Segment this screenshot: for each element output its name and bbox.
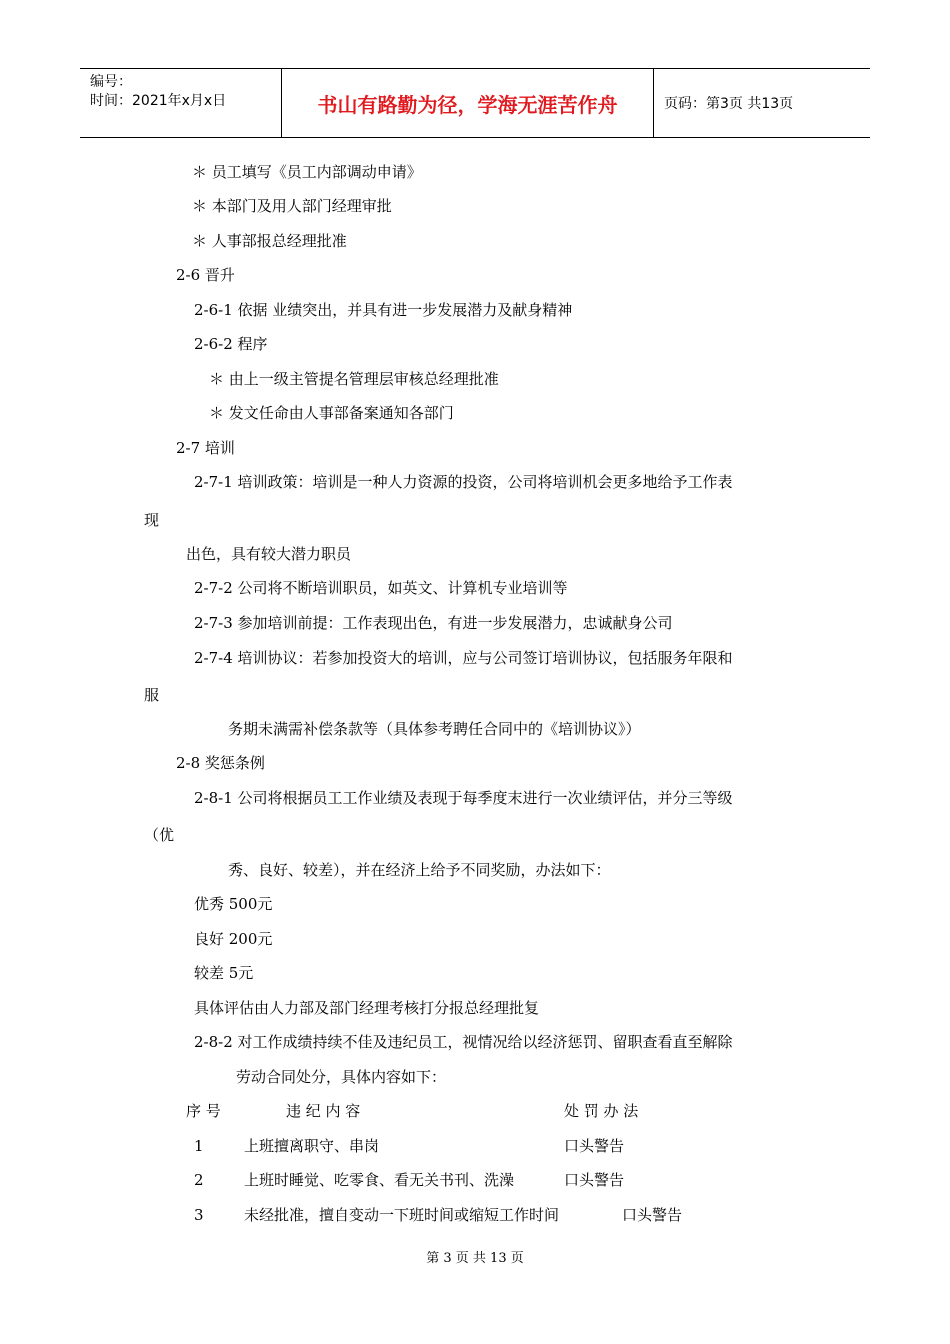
section-heading: 2-7 培训 (176, 439, 235, 457)
body-line: 2-8-1 公司将根据员工工作业绩及表现于每季度末进行一次业绩评估，并分三等级 (194, 789, 733, 807)
page-header (80, 68, 870, 138)
table-cell: 1 (194, 1137, 204, 1155)
body-line: 优秀 500元 (194, 895, 273, 913)
body-line: 2-8-2 对工作成绩持续不佳及违纪员工，视情况给以经济惩罚、留职查看直至解除 (194, 1033, 733, 1051)
body-line: 劳动合同处分，具体内容如下： (236, 1068, 447, 1086)
page-footer: 第 3 页 共 13 页 (426, 1251, 524, 1266)
table-cell: 口头警告 (564, 1171, 625, 1189)
body-line: 具体评估由人力部及部门经理考核打分报总经理批复 (194, 999, 540, 1017)
table-header-penalty: 处 罚 办 法 (564, 1102, 639, 1120)
body-line: 秀、良好、较差），并在经济上给予不同奖励，办法如下： (228, 861, 611, 879)
table-cell: 3 (194, 1206, 204, 1224)
header-page-number: 页码：第3页 共13页 (664, 96, 794, 112)
body-line: 现 (144, 511, 160, 529)
body-line: 良好 200元 (194, 930, 273, 948)
body-line: （优 (144, 826, 175, 844)
table-header-index: 序 号 (186, 1102, 221, 1120)
body-line: ＊ 人事部报总经理批准 (192, 232, 347, 250)
body-line: 2-7-3 参加培训前提：工作表现出色，有进一步发展潜力，忠诚献身公司 (194, 614, 673, 632)
body-line: 2-7-1 培训政策：培训是一种人力资源的投资，公司将培训机会更多地给予工作表 (194, 473, 733, 491)
body-line: 2-6-2 程序 (194, 335, 268, 353)
body-line: 出色，具有较大潜力职员 (186, 545, 352, 563)
section-heading: 2-6 晋升 (176, 266, 235, 284)
document-number: 编号： (90, 74, 132, 90)
table-cell: 未经批准，擅自变动一下班时间或缩短工作时间 (244, 1206, 560, 1224)
body-line: ＊ 由上一级主管提名管理层审核总经理批准 (209, 370, 499, 388)
body-line: 2-7-2 公司将不断培训职员，如英文、计算机专业培训等 (194, 579, 568, 597)
document-date: 时间：2021年x月x日 (90, 93, 227, 109)
body-line: ＊ 员工填写《员工内部调动申请》 (192, 163, 422, 181)
body-line: ＊ 本部门及用人部门经理审批 (192, 197, 392, 215)
body-line: 2-7-4 培训协议：若参加投资大的培训，应与公司签订培训协议，包括服务年限和 (194, 649, 733, 667)
table-cell: 口头警告 (622, 1206, 683, 1224)
table-cell: 上班时睡觉、吃零食、看无关书刊、洗澡 (244, 1171, 515, 1189)
header-meta (80, 69, 282, 137)
body-line: 务期未满需补偿条款等（具体参考聘任合同中的《培训协议》） (228, 720, 641, 738)
table-cell: 2 (194, 1171, 204, 1189)
body-line: 2-6-1 依据 业绩突出，并具有进一步发展潜力及献身精神 (194, 301, 573, 319)
table-cell: 上班擅离职守、串岗 (244, 1137, 380, 1155)
body-line: 较差 5元 (194, 964, 254, 982)
table-header-violation: 违 纪 内 容 (286, 1102, 361, 1120)
header-motto: 书山有路勤为径，学海无涯苦作舟 (282, 69, 654, 137)
section-heading: 2-8 奖惩条例 (176, 754, 265, 772)
body-line: ＊ 发文任命由人事部备案通知各部门 (209, 404, 454, 422)
body-line: 服 (144, 686, 160, 704)
table-cell: 口头警告 (564, 1137, 625, 1155)
